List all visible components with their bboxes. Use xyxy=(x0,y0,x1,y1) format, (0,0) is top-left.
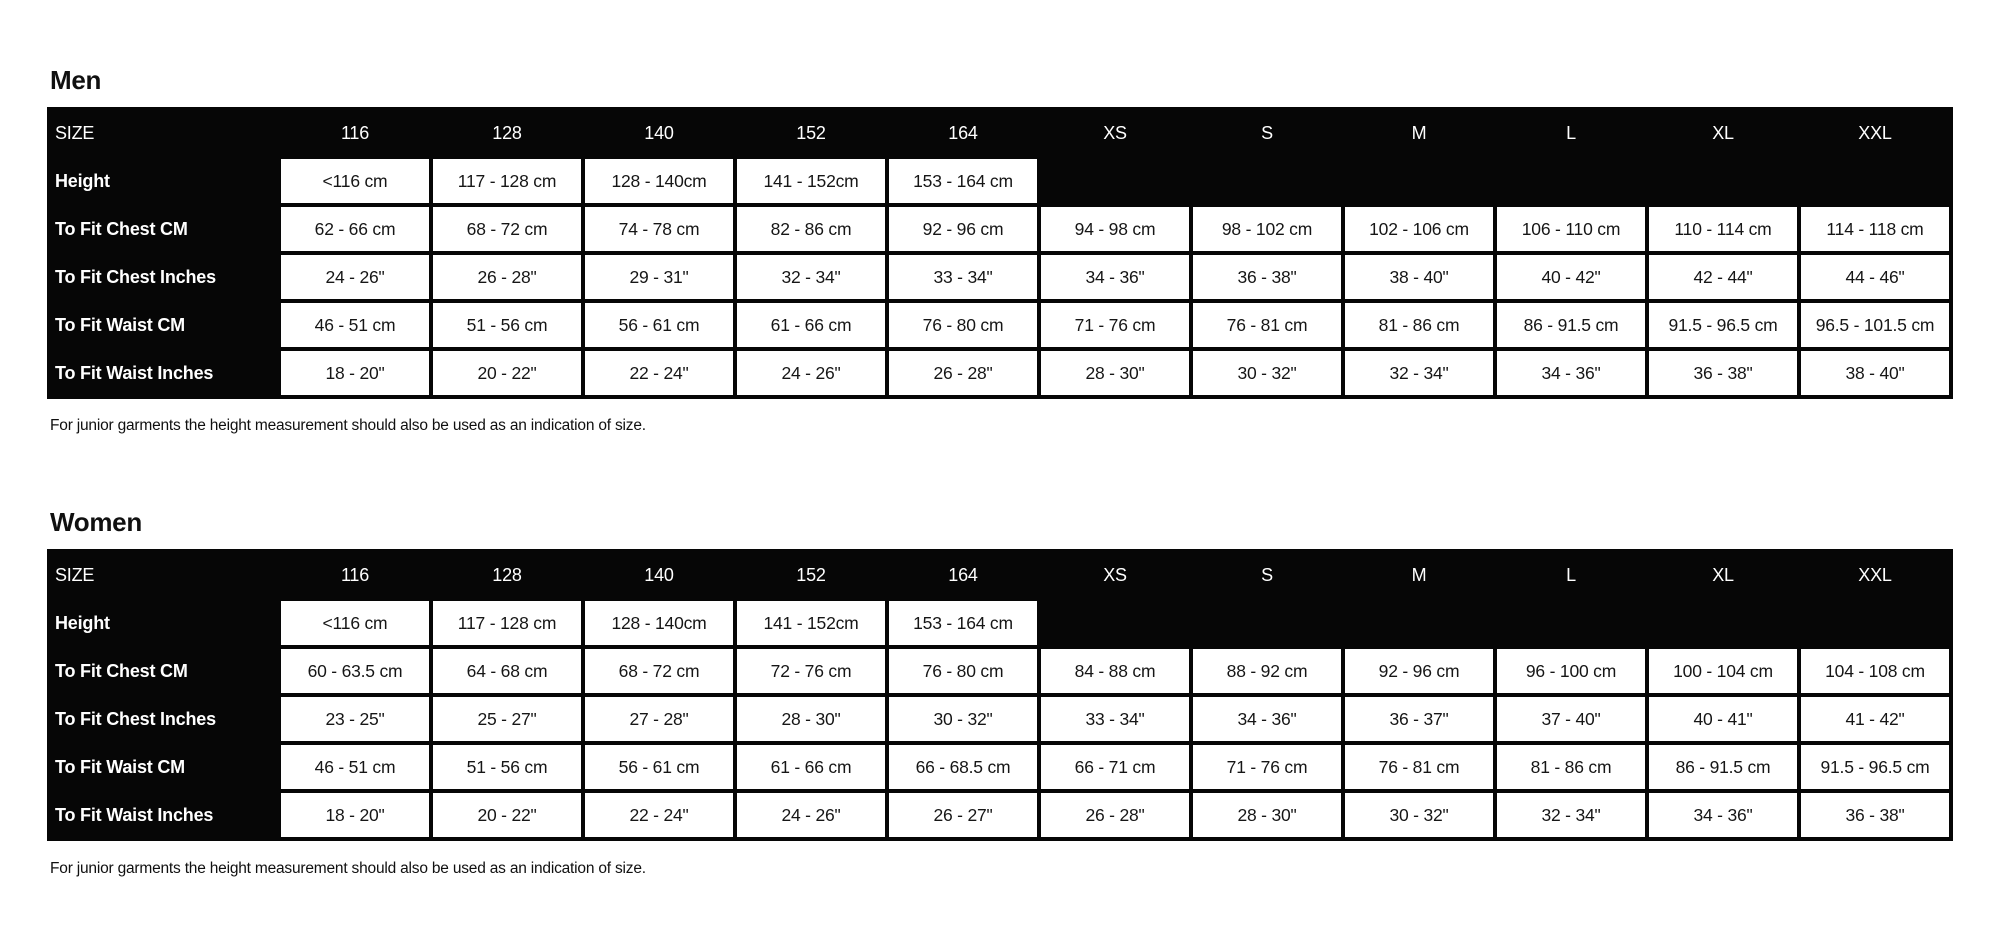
value-cell: 96.5 - 101.5 cm xyxy=(1801,303,1949,347)
column-header: XS xyxy=(1041,111,1189,155)
men-footnote: For junior garments the height measurement should also be used as an indication of size. xyxy=(50,417,646,434)
value-cell: 20 - 22" xyxy=(433,351,581,395)
value-cell: 84 - 88 cm xyxy=(1041,649,1189,693)
value-cell: 106 - 110 cm xyxy=(1497,207,1645,251)
value-cell: 32 - 34" xyxy=(1345,351,1493,395)
row-label: To Fit Waist Inches xyxy=(51,351,277,395)
column-header: 140 xyxy=(585,111,733,155)
value-cell: 36 - 38" xyxy=(1193,255,1341,299)
value-cell: 86 - 91.5 cm xyxy=(1497,303,1645,347)
column-header: XL xyxy=(1649,553,1797,597)
row-label: To Fit Chest CM xyxy=(51,207,277,251)
value-cell: 114 - 118 cm xyxy=(1801,207,1949,251)
value-cell: <116 cm xyxy=(281,159,429,203)
value-cell: 88 - 92 cm xyxy=(1193,649,1341,693)
value-cell: 76 - 80 cm xyxy=(889,649,1037,693)
header-row xyxy=(51,553,1949,597)
empty-cell xyxy=(1041,159,1189,203)
column-header: 140 xyxy=(585,553,733,597)
empty-cell xyxy=(1497,601,1645,645)
table-row xyxy=(51,351,1949,395)
value-cell: 34 - 36" xyxy=(1193,697,1341,741)
column-header: 116 xyxy=(281,553,429,597)
women-size-table xyxy=(47,549,1953,841)
value-cell: 25 - 27" xyxy=(433,697,581,741)
value-cell: 26 - 28" xyxy=(889,351,1037,395)
table-row xyxy=(51,255,1949,299)
value-cell: 32 - 34" xyxy=(737,255,885,299)
value-cell: 40 - 41" xyxy=(1649,697,1797,741)
column-header: S xyxy=(1193,553,1341,597)
value-cell: 61 - 66 cm xyxy=(737,745,885,789)
row-label: To Fit Chest CM xyxy=(51,649,277,693)
value-cell: 36 - 37" xyxy=(1345,697,1493,741)
column-header: 164 xyxy=(889,111,1037,155)
column-header: XXL xyxy=(1801,111,1949,155)
value-cell: 91.5 - 96.5 cm xyxy=(1649,303,1797,347)
empty-cell xyxy=(1345,601,1493,645)
value-cell: 117 - 128 cm xyxy=(433,601,581,645)
column-header: 152 xyxy=(737,553,885,597)
value-cell: 38 - 40" xyxy=(1345,255,1493,299)
row-label: Height xyxy=(51,159,277,203)
value-cell: 22 - 24" xyxy=(585,351,733,395)
value-cell: 76 - 81 cm xyxy=(1345,745,1493,789)
value-cell: 68 - 72 cm xyxy=(433,207,581,251)
value-cell: 28 - 30" xyxy=(1041,351,1189,395)
row-label: To Fit Chest Inches xyxy=(51,255,277,299)
value-cell: 68 - 72 cm xyxy=(585,649,733,693)
value-cell: 86 - 91.5 cm xyxy=(1649,745,1797,789)
value-cell: 71 - 76 cm xyxy=(1193,745,1341,789)
column-header: 128 xyxy=(433,553,581,597)
empty-cell xyxy=(1649,601,1797,645)
value-cell: 24 - 26" xyxy=(281,255,429,299)
value-cell: 76 - 81 cm xyxy=(1193,303,1341,347)
empty-cell xyxy=(1193,601,1341,645)
column-header: XS xyxy=(1041,553,1189,597)
value-cell: 60 - 63.5 cm xyxy=(281,649,429,693)
value-cell: 26 - 28" xyxy=(433,255,581,299)
value-cell: 81 - 86 cm xyxy=(1497,745,1645,789)
value-cell: 64 - 68 cm xyxy=(433,649,581,693)
value-cell: 51 - 56 cm xyxy=(433,303,581,347)
size-header-cell: SIZE xyxy=(51,111,277,155)
row-label: To Fit Waist CM xyxy=(51,303,277,347)
row-label: To Fit Waist Inches xyxy=(51,793,277,837)
value-cell: 56 - 61 cm xyxy=(585,745,733,789)
table-row xyxy=(51,697,1949,741)
value-cell: 34 - 36" xyxy=(1649,793,1797,837)
empty-cell xyxy=(1345,159,1493,203)
women-section-title: Women xyxy=(50,507,142,537)
value-cell: 38 - 40" xyxy=(1801,351,1949,395)
value-cell: 102 - 106 cm xyxy=(1345,207,1493,251)
value-cell: 28 - 30" xyxy=(1193,793,1341,837)
value-cell: 41 - 42" xyxy=(1801,697,1949,741)
value-cell: 100 - 104 cm xyxy=(1649,649,1797,693)
empty-cell xyxy=(1041,601,1189,645)
size-header-cell: SIZE xyxy=(51,553,277,597)
value-cell: 23 - 25" xyxy=(281,697,429,741)
value-cell: 36 - 38" xyxy=(1801,793,1949,837)
row-label: To Fit Waist CM xyxy=(51,745,277,789)
value-cell: 30 - 32" xyxy=(1193,351,1341,395)
value-cell: 153 - 164 cm xyxy=(889,601,1037,645)
value-cell: 34 - 36" xyxy=(1497,351,1645,395)
table-row xyxy=(51,159,1949,203)
value-cell: 46 - 51 cm xyxy=(281,745,429,789)
value-cell: 94 - 98 cm xyxy=(1041,207,1189,251)
column-header: S xyxy=(1193,111,1341,155)
value-cell: 34 - 36" xyxy=(1041,255,1189,299)
value-cell: 91.5 - 96.5 cm xyxy=(1801,745,1949,789)
value-cell: <116 cm xyxy=(281,601,429,645)
value-cell: 82 - 86 cm xyxy=(737,207,885,251)
value-cell: 128 - 140cm xyxy=(585,601,733,645)
value-cell: 36 - 38" xyxy=(1649,351,1797,395)
value-cell: 24 - 26" xyxy=(737,351,885,395)
row-label: Height xyxy=(51,601,277,645)
column-header: 152 xyxy=(737,111,885,155)
column-header: 128 xyxy=(433,111,581,155)
column-header: L xyxy=(1497,553,1645,597)
value-cell: 104 - 108 cm xyxy=(1801,649,1949,693)
table-row xyxy=(51,207,1949,251)
value-cell: 96 - 100 cm xyxy=(1497,649,1645,693)
table-row xyxy=(51,649,1949,693)
men-size-table xyxy=(47,107,1953,399)
value-cell: 76 - 80 cm xyxy=(889,303,1037,347)
women-footnote: For junior garments the height measurement should also be used as an indication of size. xyxy=(50,860,646,877)
table-row xyxy=(51,793,1949,837)
table-row xyxy=(51,303,1949,347)
value-cell: 117 - 128 cm xyxy=(433,159,581,203)
value-cell: 66 - 71 cm xyxy=(1041,745,1189,789)
value-cell: 92 - 96 cm xyxy=(1345,649,1493,693)
value-cell: 66 - 68.5 cm xyxy=(889,745,1037,789)
value-cell: 74 - 78 cm xyxy=(585,207,733,251)
value-cell: 22 - 24" xyxy=(585,793,733,837)
empty-cell xyxy=(1801,601,1949,645)
empty-cell xyxy=(1497,159,1645,203)
value-cell: 81 - 86 cm xyxy=(1345,303,1493,347)
value-cell: 33 - 34" xyxy=(1041,697,1189,741)
value-cell: 27 - 28" xyxy=(585,697,733,741)
empty-cell xyxy=(1801,159,1949,203)
value-cell: 18 - 20" xyxy=(281,793,429,837)
value-cell: 24 - 26" xyxy=(737,793,885,837)
value-cell: 28 - 30" xyxy=(737,697,885,741)
value-cell: 29 - 31" xyxy=(585,255,733,299)
column-header: XL xyxy=(1649,111,1797,155)
value-cell: 30 - 32" xyxy=(889,697,1037,741)
empty-cell xyxy=(1193,159,1341,203)
value-cell: 110 - 114 cm xyxy=(1649,207,1797,251)
column-header: L xyxy=(1497,111,1645,155)
value-cell: 71 - 76 cm xyxy=(1041,303,1189,347)
value-cell: 153 - 164 cm xyxy=(889,159,1037,203)
value-cell: 18 - 20" xyxy=(281,351,429,395)
header-row xyxy=(51,111,1949,155)
value-cell: 37 - 40" xyxy=(1497,697,1645,741)
value-cell: 141 - 152cm xyxy=(737,159,885,203)
value-cell: 98 - 102 cm xyxy=(1193,207,1341,251)
value-cell: 40 - 42" xyxy=(1497,255,1645,299)
value-cell: 141 - 152cm xyxy=(737,601,885,645)
value-cell: 92 - 96 cm xyxy=(889,207,1037,251)
value-cell: 56 - 61 cm xyxy=(585,303,733,347)
value-cell: 62 - 66 cm xyxy=(281,207,429,251)
value-cell: 26 - 28" xyxy=(1041,793,1189,837)
row-label: To Fit Chest Inches xyxy=(51,697,277,741)
empty-cell xyxy=(1649,159,1797,203)
value-cell: 46 - 51 cm xyxy=(281,303,429,347)
value-cell: 20 - 22" xyxy=(433,793,581,837)
value-cell: 44 - 46" xyxy=(1801,255,1949,299)
value-cell: 42 - 44" xyxy=(1649,255,1797,299)
value-cell: 51 - 56 cm xyxy=(433,745,581,789)
column-header: M xyxy=(1345,111,1493,155)
column-header: XXL xyxy=(1801,553,1949,597)
men-section-title: Men xyxy=(50,65,102,95)
value-cell: 33 - 34" xyxy=(889,255,1037,299)
value-cell: 32 - 34" xyxy=(1497,793,1645,837)
table-row xyxy=(51,745,1949,789)
column-header: M xyxy=(1345,553,1493,597)
value-cell: 61 - 66 cm xyxy=(737,303,885,347)
value-cell: 30 - 32" xyxy=(1345,793,1493,837)
value-cell: 128 - 140cm xyxy=(585,159,733,203)
value-cell: 72 - 76 cm xyxy=(737,649,885,693)
column-header: 116 xyxy=(281,111,429,155)
column-header: 164 xyxy=(889,553,1037,597)
value-cell: 26 - 27" xyxy=(889,793,1037,837)
table-row xyxy=(51,601,1949,645)
